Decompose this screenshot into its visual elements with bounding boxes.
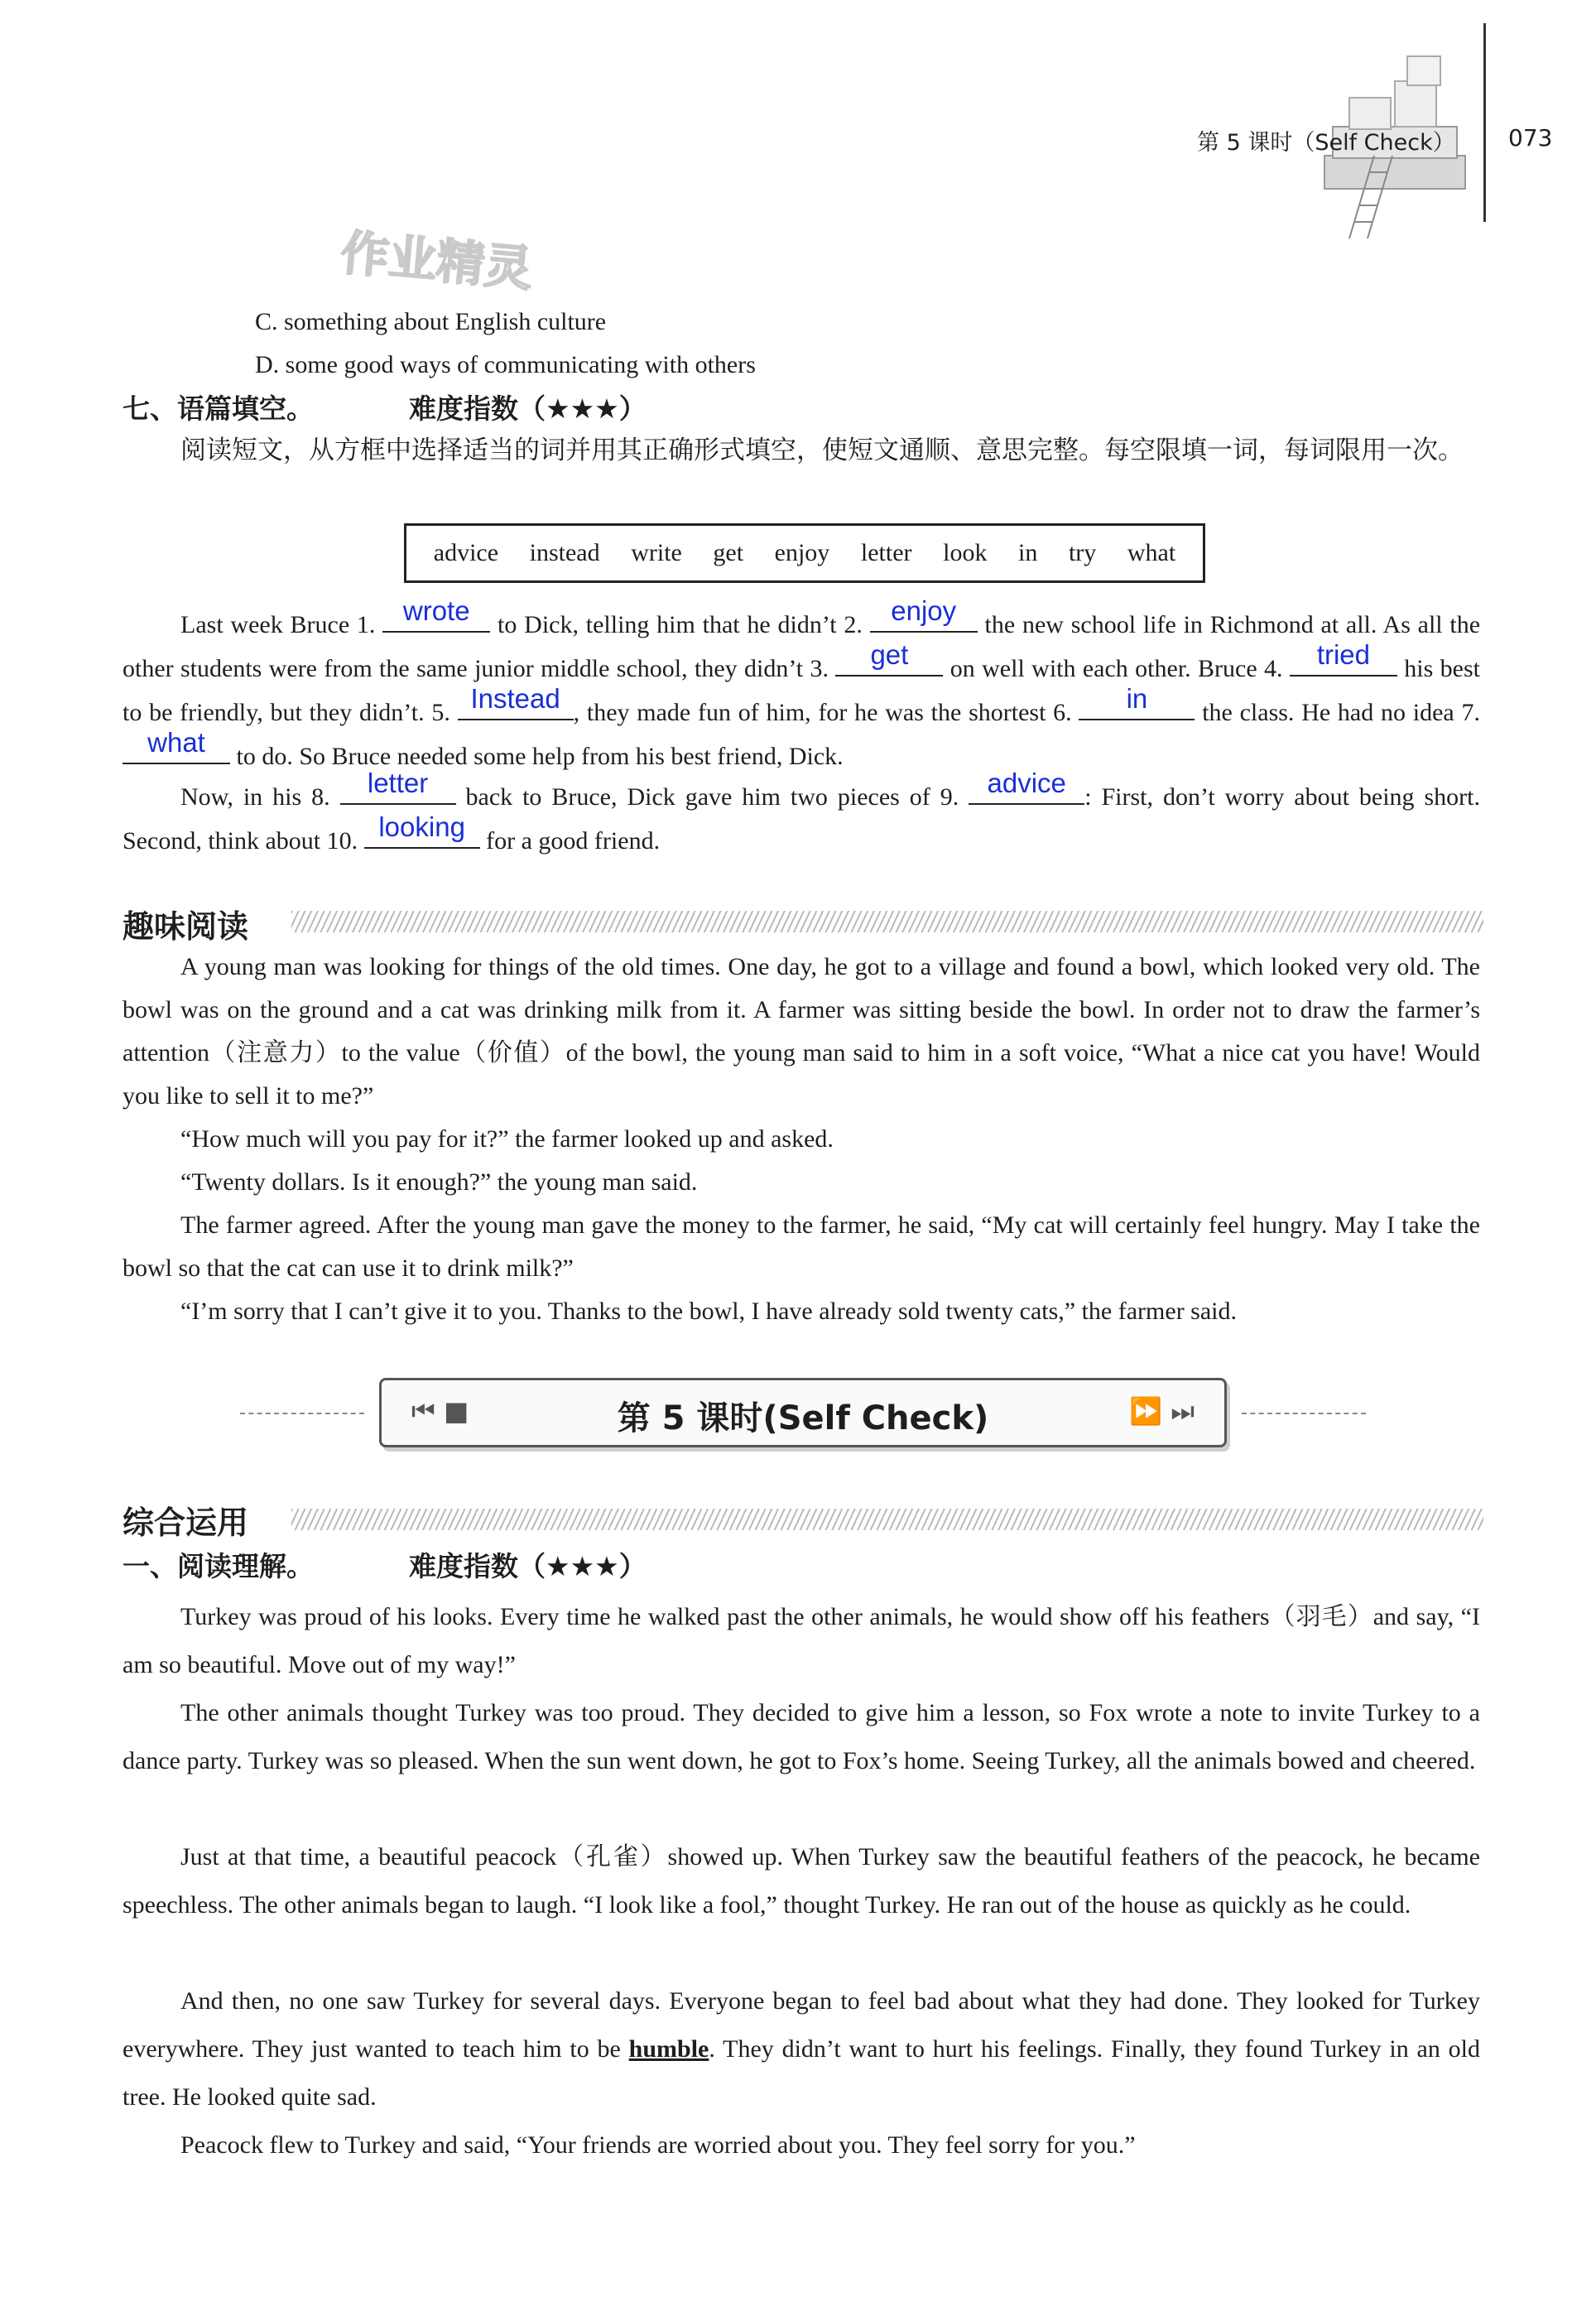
section1-difficulty: 难度指数（★★★） — [409, 1550, 647, 1582]
answer-2: enjoy — [891, 595, 957, 626]
cloze-paragraph-2: Now, in his 8. letter back to Bruce, Dick gave him two pieces of 9. advice : First, don’t worry about being short. Second, think about 10. looking for a good friend. — [123, 768, 1480, 855]
word-bank-item: enjoy — [774, 539, 830, 566]
reading-paragraph-1: Turkey was proud of his looks. Every time he walked past the other animals, he would show off his feathers（羽毛）and say, “I am so beautiful. Move out of my way!” — [123, 1603, 1480, 1678]
answer-10: looking — [378, 811, 465, 842]
answer-blank-8[interactable] — [340, 768, 456, 805]
answer-blank-3[interactable] — [835, 639, 943, 677]
section7-instructions: 阅读短文，从方框中选择适当的词并用其正确形式填空，使短文通顺、意思完整。每空限填一词，每词限用一次。 — [180, 436, 1464, 465]
lesson-banner-title: 第 5 课时(Self Check) — [617, 1399, 989, 1437]
answer-blank-7[interactable] — [123, 727, 230, 764]
answer-blank-9[interactable] — [969, 768, 1084, 805]
answer-5: Instead — [470, 683, 560, 714]
reading-paragraph-2: The other animals thought Turkey was too proud. They decided to give him a lesson, so Fox wrote a note to invite Turkey to a dance party. Turkey was so pleased. When the sun went down, he got to Fox’s home. Seeing Turkey, all the animals bowed and cheered. — [123, 1699, 1480, 1774]
reading-paragraph-4: And then, no one saw Turkey for several days. Everyone began to feel bad about what they had done. They looked for Turkey everywhere. They just wanted to teach him to be humble. They didn’t want to hurt his feelings. Finally, they found Turkey in an old tree. He looked quite sad. — [123, 1987, 1481, 2111]
fun-reading-paragraph-5: “I’m sorry that I can’t give it to you. Thanks to the bowl, I have already sold twenty cats,” the farmer said. — [180, 1298, 1238, 1325]
cloze-paragraph-1: Last week Bruce 1. wrote to Dick, telling him that he didn’t 2. enjoy the new school life in Richmond at all. As all the other students were from the same junior middle school, they didn’t 3. get on well with each other. Bruce 4. tried his best to be friendly, but they didn’t. 5. Instead , they made fun of him, for he was the shortest 6. in the class. He had no idea 7. what to do. So Bruce needed some help from his best friend, Dick. — [123, 595, 1481, 770]
page-number: 073 — [1508, 124, 1553, 152]
fun-reading-paragraph-2: “How much will you pay for it?” the farmer looked up and asked. — [180, 1125, 834, 1153]
fun-reading-paragraph-4: The farmer agreed. After the young man gave the money to the farmer, he said, “My cat will certainly feel hungry. May I take the bowl so that the cat can use it to drink milk?” — [123, 1211, 1480, 1282]
fun-reading-divider — [291, 911, 1483, 932]
word-bank-item: look — [943, 539, 988, 566]
lesson-header: 第 5 课时（Self Check） — [1197, 130, 1455, 156]
word-bank — [404, 523, 1205, 583]
reading-paragraph-5: Peacock flew to Turkey and said, “Your friends are worried about you. They feel sorry for you.” — [180, 2131, 1136, 2159]
section1-title: 一、阅读理解。 — [123, 1550, 314, 1582]
answer-3: get — [870, 639, 909, 670]
answer-blank-5[interactable] — [458, 683, 574, 720]
answer-blank-1[interactable] — [382, 595, 490, 633]
answer-1: wrote — [402, 595, 470, 626]
comprehensive-divider — [291, 1509, 1483, 1530]
banner-right-dash — [1242, 1413, 1366, 1414]
word-bank-item: try — [1068, 539, 1097, 566]
answer-6: in — [1126, 683, 1148, 714]
answer-4: tried — [1316, 639, 1371, 670]
word-bank-item: in — [1018, 539, 1038, 566]
fun-reading-paragraph-3: “Twenty dollars. Is it enough?” the young man said. — [180, 1168, 698, 1196]
word-bank-item: write — [631, 539, 682, 566]
word-bank-item: instead — [529, 539, 600, 566]
answer-blank-6[interactable] — [1079, 683, 1195, 720]
option-c: C. something about English culture — [255, 308, 607, 335]
answer-blank-10[interactable] — [364, 811, 480, 849]
section7-difficulty: 难度指数（★★★） — [409, 392, 647, 425]
banner-left-dash — [240, 1413, 364, 1414]
fun-reading-title: 趣味阅读 — [123, 908, 249, 945]
watermark: 作业精灵 — [339, 224, 536, 297]
banner-right-icons: ⏩ ⏭ — [1129, 1395, 1195, 1427]
page-header — [0, 0, 1596, 297]
comprehensive-title: 综合运用 — [123, 1505, 249, 1541]
reading-paragraph-3: Just at that time, a beautiful peacock（孔雀）showed up. When Turkey saw the beautiful feathers of the peacock, he became speechless. The other animals began to laugh. “I look like a fool,” thought Turkey. He ran out of the house as quickly as he could. — [123, 1843, 1480, 1919]
answer-9: advice — [987, 768, 1066, 798]
word-bank-item: what — [1127, 539, 1176, 566]
answer-blank-2[interactable] — [870, 595, 978, 633]
banner-left-icons: ⏮ ■ — [411, 1395, 469, 1427]
word-bank-item: advice — [433, 539, 499, 566]
option-d: D. some good ways of communicating with others — [255, 351, 756, 378]
answer-7: what — [147, 727, 205, 758]
fun-reading-paragraph-1: A young man was looking for things of the old times. One day, he got to a village and found a bowl, which looked very old. The bowl was on the ground and a cat was drinking milk from it. A farmer was sitting beside the bowl. In order not to draw the farmer’s attention（注意力）to the value（价值）of the bowl, the young man said to him in a soft voice, “What a nice cat you have! Would you like to sell it to me?” — [123, 953, 1480, 1110]
answer-8: letter — [367, 768, 429, 798]
word-bank-item: letter — [860, 539, 912, 566]
section7-title: 七、语篇填空。 — [123, 392, 314, 425]
answer-blank-4[interactable] — [1290, 639, 1397, 677]
lesson-banner — [379, 1378, 1227, 1447]
highlighted-word-humble: humble — [628, 2035, 709, 2063]
header-divider — [1483, 23, 1486, 222]
word-bank-item: get — [713, 539, 744, 566]
